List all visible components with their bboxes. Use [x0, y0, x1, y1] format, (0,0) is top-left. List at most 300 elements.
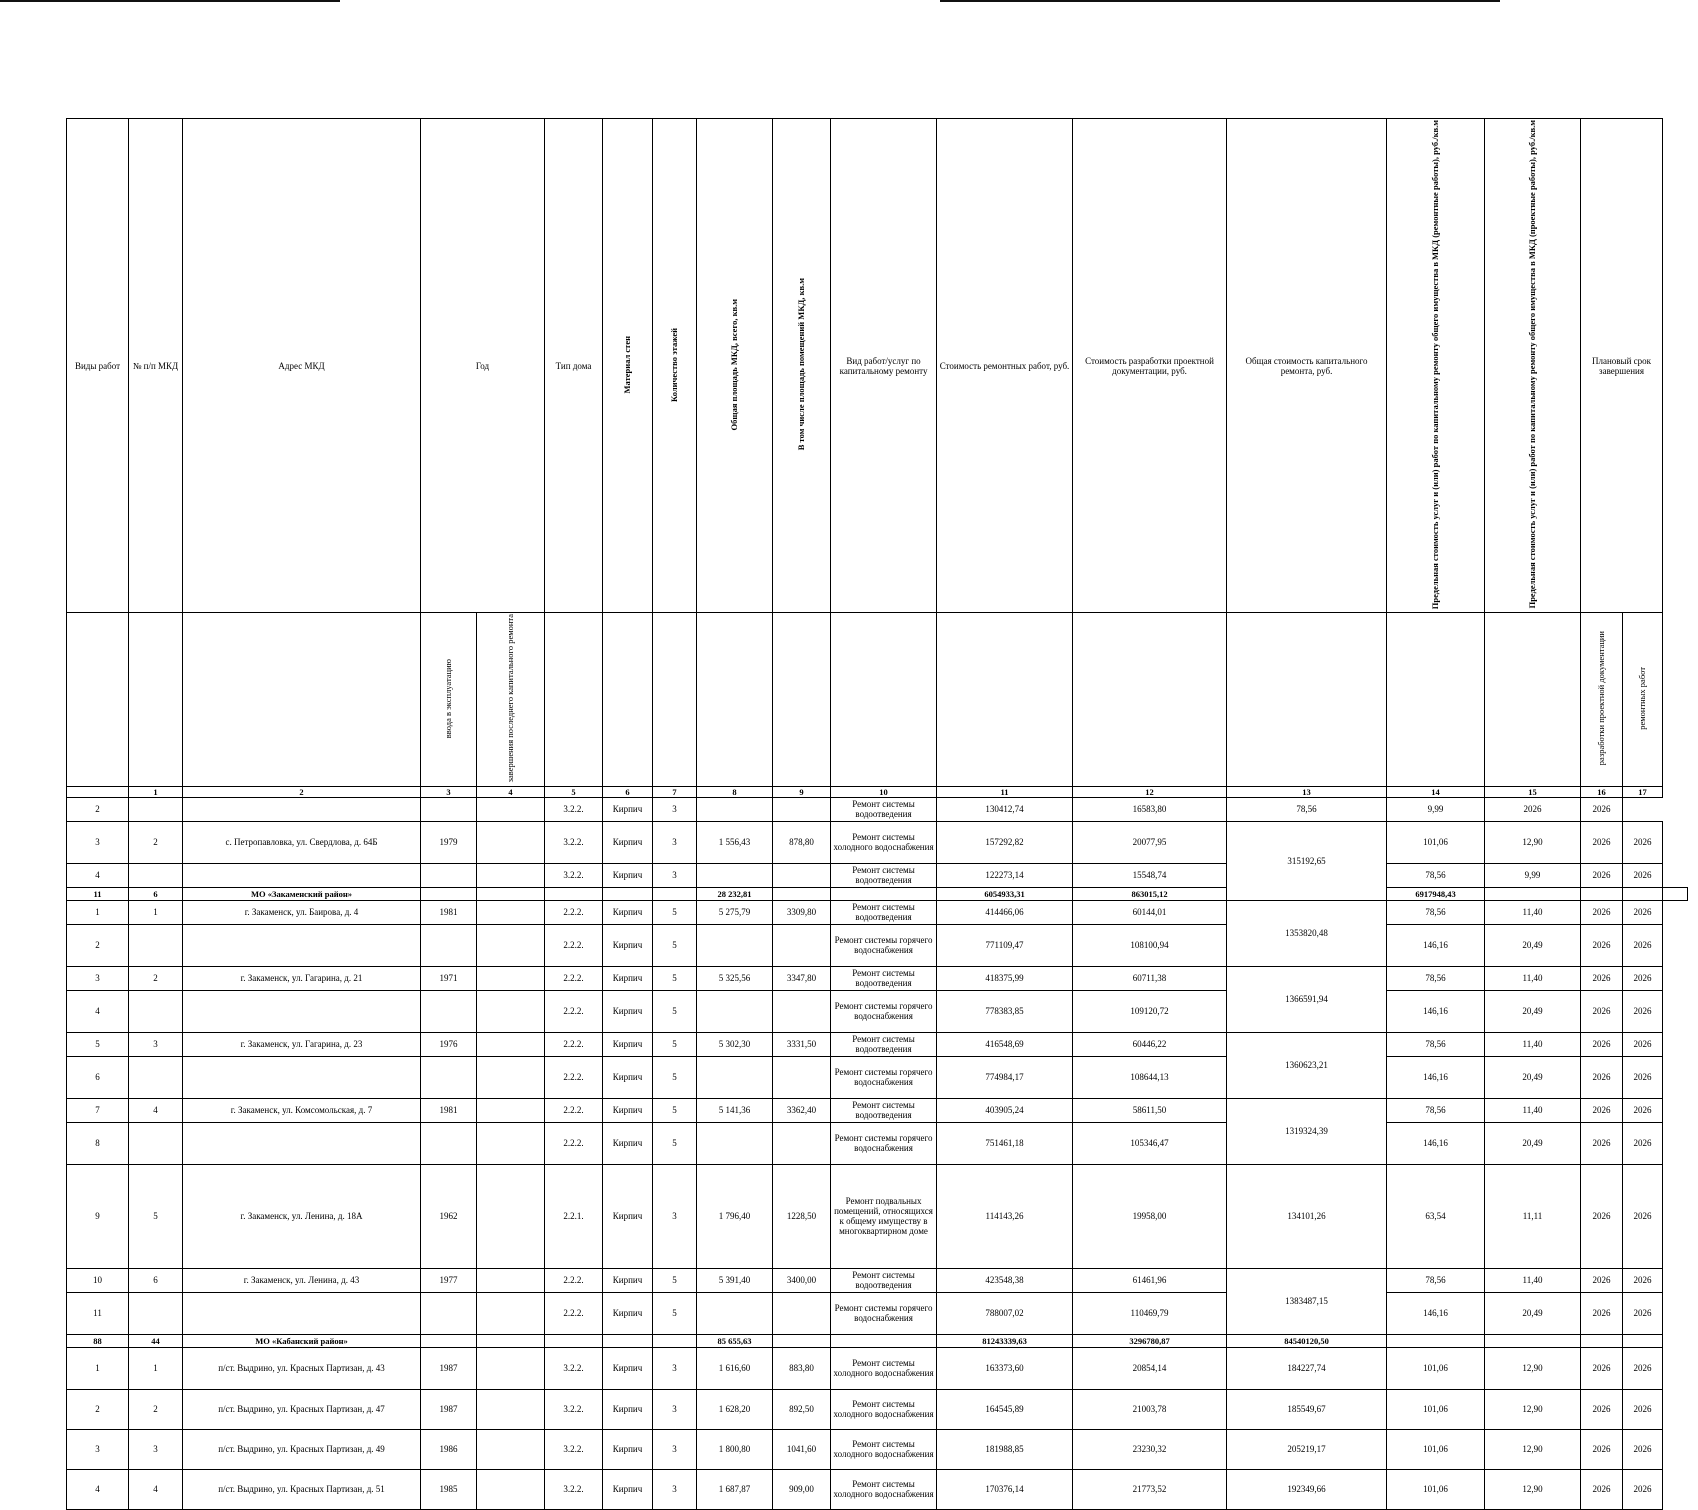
house-type-cell: 2.2.2.	[545, 900, 603, 924]
total-area-cell: 85 655,63	[697, 1334, 773, 1347]
work-kind-cell: Ремонт системы холодного водоснабжения	[831, 1347, 937, 1389]
wall-material-cell	[603, 887, 653, 900]
work-kind-cell: Ремонт системы водоотведения	[831, 1032, 937, 1056]
limit-repair-cell: 78,56	[1387, 966, 1485, 990]
total-cost-cell: 1383487,15	[1227, 1268, 1387, 1334]
term-design-cell: 2026	[1581, 1056, 1623, 1098]
term-design-cell: 2026	[1581, 1268, 1623, 1292]
work-kind-cell: Ремонт системы горячего водоснабжения	[831, 1292, 937, 1334]
floors-cell: 5	[653, 990, 697, 1032]
limit-repair-cell: 146,16	[1387, 924, 1485, 966]
limit-repair-cell: 78,56	[1227, 797, 1387, 821]
limit-repair-cell: 101,06	[1387, 821, 1485, 863]
row-index-cell: 1	[67, 1347, 129, 1389]
house-type-cell: 3.2.2.	[545, 863, 603, 887]
house-number-cell	[129, 990, 183, 1032]
year-last-repair-cell	[477, 797, 545, 821]
year-last-repair-cell	[477, 900, 545, 924]
term-repair-cell: 2026	[1623, 1098, 1663, 1122]
table-row	[67, 990, 1688, 1032]
premises-area-cell: 3362,40	[773, 1098, 831, 1122]
address-cell: г. Закаменск, ул. Гагарина, д. 23	[183, 1032, 421, 1056]
design-cost-cell: 21003,78	[1073, 1389, 1227, 1429]
row-index-cell: 2	[67, 924, 129, 966]
limit-design-cell: 11,40	[1485, 1268, 1581, 1292]
work-kind-cell: Ремонт системы водоотведения	[831, 863, 937, 887]
table-row	[67, 1268, 1688, 1292]
floors-cell: 3	[653, 863, 697, 887]
term-design-cell: 2026	[1485, 797, 1581, 821]
work-kind-cell: Ремонт системы водоотведения	[831, 1268, 937, 1292]
term-repair-cell: 2026	[1623, 863, 1663, 887]
total-area-cell	[697, 1292, 773, 1334]
house-type-cell	[545, 1334, 603, 1347]
total-cost-cell: 1360623,21	[1227, 1032, 1387, 1098]
term-repair-cell: 2026	[1623, 1292, 1663, 1334]
repair-cost-cell: 130412,74	[937, 797, 1073, 821]
repair-cost-cell: 6054933,31	[937, 887, 1073, 900]
term-design-cell: 2026	[1581, 924, 1623, 966]
header-wall-material-label: Материал стен	[622, 335, 633, 394]
total-area-cell: 5 275,79	[697, 900, 773, 924]
limit-design-cell: 12,90	[1485, 1347, 1581, 1389]
row-index-cell: 3	[67, 1429, 129, 1469]
year-commission-cell	[421, 924, 477, 966]
row-index-cell: 10	[67, 1268, 129, 1292]
row-index-cell: 9	[67, 1164, 129, 1268]
term-repair-cell: 2026	[1623, 1032, 1663, 1056]
premises-area-cell: 3309,80	[773, 900, 831, 924]
row-index-cell: 11	[67, 1292, 129, 1334]
row-index-cell: 6	[67, 1056, 129, 1098]
wall-material-cell: Кирпич	[603, 821, 653, 863]
col-number: 3	[421, 786, 477, 797]
floors-cell: 5	[653, 1122, 697, 1164]
work-kind-cell: Ремонт системы водоотведения	[831, 1098, 937, 1122]
year-commission-cell: 1977	[421, 1268, 477, 1292]
header-term-design-label: разработки проектной документации	[1596, 631, 1607, 766]
total-cost-cell: 185549,67	[1227, 1389, 1387, 1429]
house-number-cell	[129, 797, 183, 821]
repair-cost-cell: 403905,24	[937, 1098, 1073, 1122]
wall-material-cell: Кирпич	[603, 1164, 653, 1268]
year-commission-cell: 1971	[421, 966, 477, 990]
col-number: 6	[603, 786, 653, 797]
repair-cost-cell: 114143,26	[937, 1164, 1073, 1268]
floors-cell: 5	[653, 1056, 697, 1098]
work-kind-cell: Ремонт системы холодного водоснабжения	[831, 1429, 937, 1469]
header-planned-term: Плановый срок завершения	[1581, 119, 1663, 613]
wall-material-cell: Кирпич	[603, 1389, 653, 1429]
house-number-cell: 1	[129, 1347, 183, 1389]
header-limit-repair	[1387, 119, 1485, 613]
year-last-repair-cell	[477, 863, 545, 887]
house-type-cell	[545, 887, 603, 900]
header-work-kind: Вид работ/услуг по капитальному ремонту	[831, 119, 937, 613]
term-design-cell: 2026	[1581, 1122, 1623, 1164]
year-last-repair-cell	[477, 1056, 545, 1098]
year-commission-cell	[421, 863, 477, 887]
total-area-cell	[697, 863, 773, 887]
house-number-cell	[129, 1056, 183, 1098]
limit-design-cell: 9,99	[1387, 797, 1485, 821]
premises-area-cell	[773, 1334, 831, 1347]
work-kind-cell: Ремонт системы водоотведения	[831, 900, 937, 924]
house-number-cell: 2	[129, 1389, 183, 1429]
total-area-cell: 28 232,81	[697, 887, 773, 900]
year-last-repair-cell	[477, 1268, 545, 1292]
floors-cell: 5	[653, 966, 697, 990]
term-repair-cell: 2026	[1623, 1429, 1663, 1469]
limit-repair-cell: 78,56	[1387, 900, 1485, 924]
limit-repair-cell: 146,16	[1387, 1056, 1485, 1098]
wall-material-cell	[603, 1334, 653, 1347]
header-year-commission-label: ввода в эксплуатацию	[443, 658, 453, 738]
header-number: № п/п МКД	[129, 119, 183, 613]
term-design-cell: 2026	[1581, 1164, 1623, 1268]
limit-repair-cell: 63,54	[1387, 1164, 1485, 1268]
col-number: 8	[697, 786, 773, 797]
year-last-repair-cell	[477, 1347, 545, 1389]
total-cost-cell: 184227,74	[1227, 1347, 1387, 1389]
row-index-cell: 4	[67, 863, 129, 887]
house-type-cell: 2.2.2.	[545, 966, 603, 990]
col-number: 1	[129, 786, 183, 797]
row-index-cell: 11	[67, 887, 129, 900]
year-commission-cell: 1962	[421, 1164, 477, 1268]
header-design-cost: Стоимость разработки проектной документации, руб.	[1073, 119, 1227, 613]
wall-material-cell: Кирпич	[603, 900, 653, 924]
work-kind-cell: Ремонт системы холодного водоснабжения	[831, 1389, 937, 1429]
floors-cell: 3	[653, 797, 697, 821]
limit-repair-cell: 78,56	[1387, 1032, 1485, 1056]
table-body	[67, 797, 1688, 1509]
repair-register-sheet	[66, 118, 1688, 1510]
term-repair-cell: 2026	[1623, 990, 1663, 1032]
address-cell: п/ст. Выдрино, ул. Красных Партизан, д. 49	[183, 1429, 421, 1469]
repair-cost-cell: 418375,99	[937, 966, 1073, 990]
address-cell	[183, 990, 421, 1032]
header-row-sub	[67, 613, 1688, 786]
year-commission-cell: 1985	[421, 1469, 477, 1509]
address-cell: МО «Кабанский район»	[183, 1334, 421, 1347]
wall-material-cell: Кирпич	[603, 797, 653, 821]
premises-area-cell	[773, 887, 831, 900]
year-commission-cell	[421, 797, 477, 821]
work-kind-cell: Ремонт системы водоотведения	[831, 966, 937, 990]
year-last-repair-cell	[477, 1334, 545, 1347]
total-area-cell: 1 796,40	[697, 1164, 773, 1268]
wall-material-cell: Кирпич	[603, 1122, 653, 1164]
house-number-cell	[129, 1122, 183, 1164]
limit-design-cell: 9,99	[1485, 863, 1581, 887]
term-design-cell	[1623, 887, 1663, 900]
col-number: 10	[831, 786, 937, 797]
year-last-repair-cell	[477, 924, 545, 966]
repair-cost-cell: 423548,38	[937, 1268, 1073, 1292]
year-commission-cell: 1979	[421, 821, 477, 863]
term-design-cell: 2026	[1581, 990, 1623, 1032]
house-number-cell: 2	[129, 821, 183, 863]
address-cell: г. Закаменск, ул. Баирова, д. 4	[183, 900, 421, 924]
house-number-cell: 2	[129, 966, 183, 990]
repair-cost-cell: 164545,89	[937, 1389, 1073, 1429]
design-cost-cell: 108644,13	[1073, 1056, 1227, 1098]
header-total-area-label: Общая площадь МКД, всего, кв.м	[729, 298, 740, 431]
premises-area-cell: 878,80	[773, 821, 831, 863]
address-cell	[183, 924, 421, 966]
premises-area-cell: 3331,50	[773, 1032, 831, 1056]
total-cost-cell: 1366591,94	[1227, 966, 1387, 1032]
row-index-cell: 7	[67, 1098, 129, 1122]
term-design-cell: 2026	[1581, 1429, 1623, 1469]
limit-repair-cell: 101,06	[1387, 1389, 1485, 1429]
header-house-type: Тип дома	[545, 119, 603, 613]
design-cost-cell: 61461,96	[1073, 1268, 1227, 1292]
wall-material-cell: Кирпич	[603, 1056, 653, 1098]
house-type-cell: 3.2.2.	[545, 1429, 603, 1469]
total-area-cell: 5 141,36	[697, 1098, 773, 1122]
house-number-cell: 6	[129, 887, 183, 900]
col-number: 16	[1581, 786, 1623, 797]
year-commission-cell: 1986	[421, 1429, 477, 1469]
col-number: 7	[653, 786, 697, 797]
col-number: 14	[1387, 786, 1485, 797]
address-cell: п/ст. Выдрино, ул. Красных Партизан, д. 51	[183, 1469, 421, 1509]
address-cell: г. Закаменск, ул. Ленина, д. 43	[183, 1268, 421, 1292]
limit-design-cell	[1485, 1334, 1581, 1347]
address-cell	[183, 1056, 421, 1098]
term-repair-cell	[1623, 1334, 1663, 1347]
wall-material-cell: Кирпич	[603, 1032, 653, 1056]
house-type-cell: 3.2.2.	[545, 1389, 603, 1429]
term-repair-cell: 2026	[1623, 1122, 1663, 1164]
header-floors-label: Количество этажей	[669, 327, 680, 402]
work-kind-cell: Ремонт подвальных помещений, относящихся к общему имуществу в многоквартирном доме	[831, 1164, 937, 1268]
row-index-cell: 88	[67, 1334, 129, 1347]
year-last-repair-cell	[477, 887, 545, 900]
floors-cell: 5	[653, 1292, 697, 1334]
address-cell: п/ст. Выдрино, ул. Красных Партизан, д. 47	[183, 1389, 421, 1429]
design-cost-cell: 58611,50	[1073, 1098, 1227, 1122]
total-area-cell	[697, 797, 773, 821]
year-last-repair-cell	[477, 1122, 545, 1164]
year-commission-cell	[421, 1292, 477, 1334]
house-type-cell: 2.2.2.	[545, 1122, 603, 1164]
table-row	[67, 1292, 1688, 1334]
wall-material-cell: Кирпич	[603, 1429, 653, 1469]
premises-area-cell	[773, 924, 831, 966]
term-design-cell: 2026	[1581, 1098, 1623, 1122]
total-area-cell	[697, 924, 773, 966]
wall-material-cell: Кирпич	[603, 966, 653, 990]
term-repair-cell: 2026	[1623, 900, 1663, 924]
house-number-cell: 4	[129, 1098, 183, 1122]
col-number: 9	[773, 786, 831, 797]
column-number-row	[67, 786, 1688, 797]
house-number-cell	[129, 924, 183, 966]
work-kind-cell: Ремонт системы горячего водоснабжения	[831, 1056, 937, 1098]
wall-material-cell: Кирпич	[603, 1268, 653, 1292]
term-repair-cell: 2026	[1623, 1469, 1663, 1509]
work-kind-cell: Ремонт системы горячего водоснабжения	[831, 924, 937, 966]
header-address: Адрес МКД	[183, 119, 421, 613]
house-type-cell: 2.2.2.	[545, 1056, 603, 1098]
house-type-cell: 2.2.1.	[545, 1164, 603, 1268]
total-area-cell	[697, 990, 773, 1032]
repair-cost-cell: 416548,69	[937, 1032, 1073, 1056]
design-cost-cell: 108100,94	[1073, 924, 1227, 966]
house-number-cell: 1	[129, 900, 183, 924]
house-type-cell: 2.2.2.	[545, 1268, 603, 1292]
repair-cost-cell: 788007,02	[937, 1292, 1073, 1334]
year-commission-cell	[421, 990, 477, 1032]
limit-design-cell: 12,90	[1485, 1429, 1581, 1469]
total-area-cell: 1 800,80	[697, 1429, 773, 1469]
year-last-repair-cell	[477, 1164, 545, 1268]
address-cell: г. Закаменск, ул. Комсомольская, д. 7	[183, 1098, 421, 1122]
total-area-cell: 1 687,87	[697, 1469, 773, 1509]
term-repair-cell: 2026	[1623, 924, 1663, 966]
table-row	[67, 1469, 1688, 1509]
district-total-row	[67, 1334, 1688, 1347]
floors-cell: 5	[653, 900, 697, 924]
limit-design-cell: 11,40	[1485, 1098, 1581, 1122]
table-row	[67, 863, 1688, 887]
floors-cell	[653, 887, 697, 900]
repair-cost-cell: 122273,14	[937, 863, 1073, 887]
term-repair-cell: 2026	[1623, 1268, 1663, 1292]
house-number-cell: 44	[129, 1334, 183, 1347]
table-row	[67, 1032, 1688, 1056]
floors-cell: 3	[653, 821, 697, 863]
limit-repair-cell	[1485, 887, 1581, 900]
table-row	[67, 1429, 1688, 1469]
premises-area-cell	[773, 1292, 831, 1334]
limit-repair-cell: 78,56	[1387, 1098, 1485, 1122]
premises-area-cell	[773, 863, 831, 887]
floors-cell: 3	[653, 1429, 697, 1469]
header-term-design	[1581, 613, 1623, 786]
limit-repair-cell: 101,06	[1387, 1469, 1485, 1509]
limit-repair-cell: 146,16	[1387, 1292, 1485, 1334]
table-row	[67, 797, 1688, 821]
premises-area-cell: 883,80	[773, 1347, 831, 1389]
design-cost-cell: 3296780,87	[1073, 1334, 1227, 1347]
house-type-cell: 3.2.2.	[545, 1469, 603, 1509]
term-repair-cell: 2026	[1623, 966, 1663, 990]
total-area-cell: 5 325,56	[697, 966, 773, 990]
design-cost-cell: 21773,52	[1073, 1469, 1227, 1509]
term-design-cell: 2026	[1581, 1347, 1623, 1389]
header-work-type: Виды работ	[67, 119, 129, 613]
row-index-cell: 4	[67, 1469, 129, 1509]
table-row	[67, 1122, 1688, 1164]
term-design-cell: 2026	[1581, 966, 1623, 990]
floors-cell: 3	[653, 1469, 697, 1509]
header-total-area	[697, 119, 773, 613]
design-cost-cell: 863015,12	[1073, 887, 1227, 900]
total-area-cell: 5 302,30	[697, 1032, 773, 1056]
term-design-cell: 2026	[1581, 1469, 1623, 1509]
work-kind-cell: Ремонт системы горячего водоснабжения	[831, 990, 937, 1032]
wall-material-cell: Кирпич	[603, 990, 653, 1032]
year-commission-cell	[421, 1122, 477, 1164]
total-area-cell: 1 628,20	[697, 1389, 773, 1429]
house-type-cell: 3.2.2.	[545, 821, 603, 863]
total-cost-cell: 205219,17	[1227, 1429, 1387, 1469]
house-type-cell: 2.2.2.	[545, 1292, 603, 1334]
premises-area-cell: 3347,80	[773, 966, 831, 990]
floors-cell: 5	[653, 1268, 697, 1292]
year-last-repair-cell	[477, 990, 545, 1032]
floors-cell: 5	[653, 924, 697, 966]
table-row	[67, 900, 1688, 924]
wall-material-cell: Кирпич	[603, 1469, 653, 1509]
limit-repair-cell: 146,16	[1387, 990, 1485, 1032]
limit-design-cell: 12,90	[1485, 1469, 1581, 1509]
row-index-cell: 3	[67, 821, 129, 863]
house-type-cell: 3.2.2.	[545, 797, 603, 821]
header-year-last-repair	[477, 613, 545, 786]
col-number: 2	[183, 786, 421, 797]
total-area-cell: 1 616,60	[697, 1347, 773, 1389]
table-row	[67, 1164, 1688, 1268]
year-last-repair-cell	[477, 1032, 545, 1056]
repair-cost-cell: 751461,18	[937, 1122, 1073, 1164]
scan-edge-left	[0, 0, 340, 2]
header-term-repair-label: ремонтных работ	[1637, 666, 1648, 730]
repair-cost-cell: 170376,14	[937, 1469, 1073, 1509]
address-cell: п/ст. Выдрино, ул. Красных Партизан, д. 43	[183, 1347, 421, 1389]
row-index-cell: 2	[67, 1389, 129, 1429]
design-cost-cell: 60144,01	[1073, 900, 1227, 924]
col-number: 17	[1623, 786, 1663, 797]
year-commission-cell: 1981	[421, 900, 477, 924]
col-number: 15	[1485, 786, 1581, 797]
row-index-cell: 1	[67, 900, 129, 924]
header-wall-material	[603, 119, 653, 613]
year-commission-cell	[421, 1056, 477, 1098]
floors-cell: 3	[653, 1164, 697, 1268]
year-commission-cell: 1987	[421, 1389, 477, 1429]
repair-cost-cell: 157292,82	[937, 821, 1073, 863]
row-index-cell: 8	[67, 1122, 129, 1164]
total-cost-cell: 1353820,48	[1227, 900, 1387, 966]
limit-repair-cell: 78,56	[1387, 863, 1485, 887]
header-limit-design	[1485, 119, 1581, 613]
wall-material-cell: Кирпич	[603, 863, 653, 887]
premises-area-cell: 3400,00	[773, 1268, 831, 1292]
total-cost-cell: 84540120,50	[1227, 1334, 1387, 1347]
limit-design-cell: 11,11	[1485, 1164, 1581, 1268]
table-row	[67, 1389, 1688, 1429]
floors-cell: 3	[653, 1347, 697, 1389]
term-repair-cell: 2026	[1623, 821, 1663, 863]
house-number-cell: 6	[129, 1268, 183, 1292]
header-total-cost: Общая стоимость капитального ремонта, руб.	[1227, 119, 1387, 613]
design-cost-cell: 19958,00	[1073, 1164, 1227, 1268]
table-row	[67, 1347, 1688, 1389]
repair-cost-cell: 181988,85	[937, 1429, 1073, 1469]
term-design-cell	[1581, 1334, 1623, 1347]
limit-design-cell: 20,49	[1485, 924, 1581, 966]
design-cost-cell: 110469,79	[1073, 1292, 1227, 1334]
wall-material-cell: Кирпич	[603, 924, 653, 966]
premises-area-cell: 892,50	[773, 1389, 831, 1429]
header-limit-design-label: Предельная стоимость услуг и (или) работ по капитальному ремонту общего имущества в МКД (проектные работы), руб./кв.м	[1527, 120, 1538, 609]
premises-area-cell: 1041,60	[773, 1429, 831, 1469]
